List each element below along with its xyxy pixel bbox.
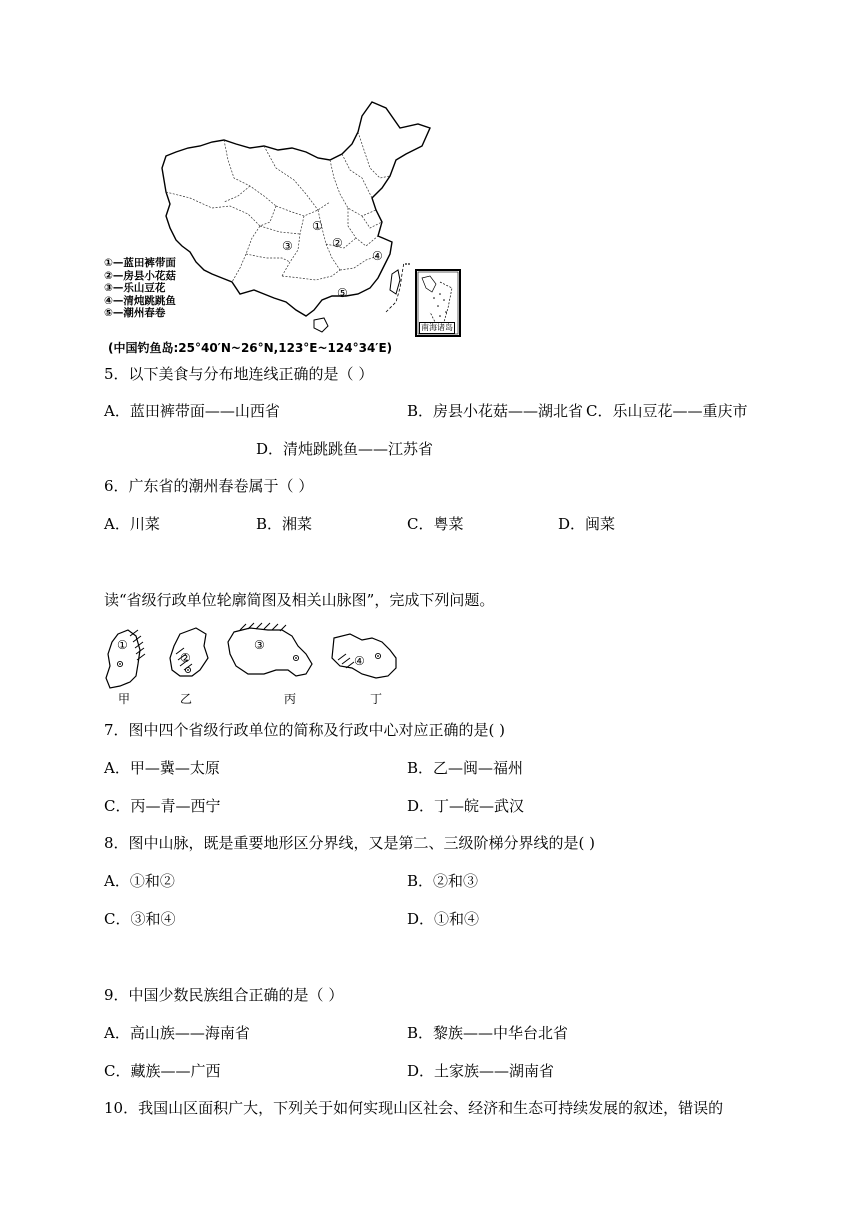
mountain-marker-2: ② — [180, 651, 191, 665]
q9-option-d: D．土家族——湖南省 — [407, 1062, 555, 1080]
q7-option-a: A．甲—冀—太原 — [104, 759, 220, 777]
map-legend — [104, 257, 176, 320]
legend-item-3: ③—乐山豆花 — [104, 282, 166, 295]
q9-option-a: A．高山族——海南省 — [104, 1024, 250, 1042]
mountain-marker-1: ① — [117, 638, 128, 652]
map-marker-3: ③ — [282, 239, 293, 253]
province-label-yi: 乙 — [180, 692, 193, 706]
legend-item-1: ①—蓝田裤带面 — [104, 257, 176, 269]
q8-option-d: D．①和④ — [407, 910, 480, 928]
map-marker-4: ④ — [372, 249, 383, 263]
q5-stem: 5．以下美食与分布地连线正确的是（ ） — [104, 365, 374, 383]
mountain-marker-3: ③ — [254, 638, 265, 652]
map-marker-1: ① — [312, 219, 323, 233]
q7-option-c: C．丙—青—西宁 — [104, 797, 221, 815]
inset-caption: 南海诸岛 — [421, 323, 453, 332]
province-label-ding: 丁 — [370, 692, 383, 706]
q8-option-c: C．③和④ — [104, 910, 176, 928]
q6-option-b: B．湘菜 — [256, 515, 313, 533]
legend-item-4: ④—清炖跳跳鱼 — [104, 294, 176, 307]
q9-stem: 9．中国少数民族组合正确的是（ ） — [104, 986, 344, 1004]
diaoyu-coords: (中国钓鱼岛:25°40′N~26°N,123°E~124°34′E) — [108, 341, 393, 355]
section-intro: 读“省级行政单位轮廓简图及相关山脉图”，完成下列问题。 — [104, 591, 495, 609]
q9-option-b: B．黎族——中华台北省 — [407, 1024, 569, 1042]
province-label-bing: 丙 — [284, 692, 297, 706]
map-marker-5: ⑤ — [337, 286, 348, 300]
q5-option-d: D．清炖跳跳鱼——江苏省 — [256, 440, 434, 458]
q5-option-c: C．乐山豆花——重庆市 — [586, 402, 748, 420]
q5-option-b: B．房县小花菇——湖北省 — [407, 402, 584, 420]
q5-option-a: A．蓝田裤带面——山西省 — [104, 402, 280, 420]
q6-option-d: D．闽菜 — [558, 515, 616, 533]
q8-option-a: A．①和② — [104, 872, 175, 890]
q7-option-b: B．乙—闽—福州 — [407, 759, 524, 777]
legend-item-5: ⑤—潮州春卷 — [104, 307, 166, 320]
q8-stem: 8．图中山脉，既是重要地形区分界线，又是第二、三级阶梯分界线的是( ) — [104, 834, 596, 852]
q7-option-d: D．丁—皖—武汉 — [407, 797, 525, 815]
province-label-jia: 甲 — [118, 692, 131, 706]
q8-option-b: B．②和③ — [407, 872, 479, 890]
q6-stem: 6．广东省的潮州春卷属于（ ） — [104, 477, 314, 495]
q10-stem: 10．我国山区面积广大，下列关于如何实现山区社会、经济和生态可持续发展的叙述，错误的 — [104, 1099, 724, 1117]
legend-item-2: ②—房县小花菇 — [104, 269, 176, 282]
q9-option-c: C．藏族——广西 — [104, 1062, 221, 1080]
q6-option-a: A．川菜 — [104, 515, 160, 533]
q6-option-c: C．粤菜 — [407, 515, 464, 533]
province-outline-map — [100, 620, 420, 708]
mountain-marker-4: ④ — [354, 654, 365, 668]
map-marker-2: ② — [332, 236, 343, 250]
q7-stem: 7．图中四个省级行政单位的简称及行政中心对应正确的是( ) — [104, 721, 506, 739]
